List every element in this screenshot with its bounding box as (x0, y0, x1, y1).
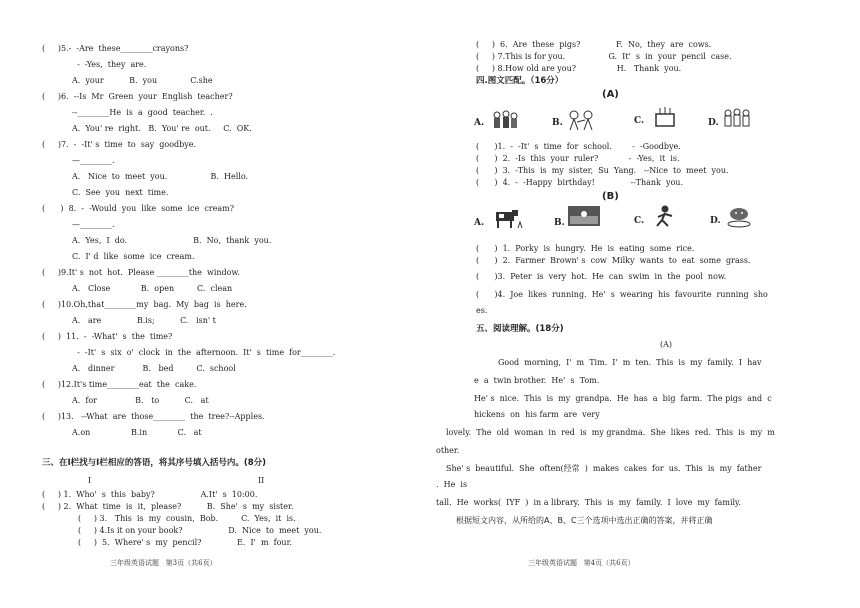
question-line: ( )12.It's time________eat the cake. (42, 380, 197, 389)
question-line: —________. (72, 156, 115, 165)
matching-line: ( ) 5. Where' s my pencil? E. I' m four. (78, 538, 293, 547)
question-line: A. Yes, I do. B. No, thank you. (72, 236, 272, 245)
picture-match-line: es. (476, 306, 488, 315)
left-page-footer: 三年级英语试题 第3页（共6页） (110, 559, 217, 567)
ruler-talk-picture (566, 108, 596, 132)
introducing-sister-picture (722, 106, 752, 130)
picture-match-line: ( ) 2. -Is this your ruler? - -Yes, it is. (476, 154, 680, 163)
picture-match-line: ( )4. Joe likes running. He' s wearing his favourite running sho (476, 290, 768, 299)
question-line: A. You' re right. B. You' re out. C. OK. (72, 124, 252, 133)
question-line: A. are B.is; C. isn' t (72, 316, 216, 325)
question-line: A. Close B. open C. clean (72, 284, 233, 293)
question-line: ( )13. --What are those________ the tree?--Apples. (42, 412, 265, 421)
kids-at-school-picture (490, 108, 520, 132)
reading-line: lovely. The old woman in red is my grandma. She likes red. This is my m (446, 428, 775, 437)
reading-line: other. (436, 446, 460, 455)
question-line: ( ) 8. - -Would you like some ice cream? (42, 204, 235, 213)
question-line: A. dinner B. bed C. school (72, 364, 236, 373)
section-5-title: 五、阅读理解。(18分) (476, 324, 564, 334)
picture-match-line: ( ) 3. -This is my sister, Su Yang. --Nice to meet you. (476, 166, 729, 175)
group-b-option-a: A. (474, 218, 485, 228)
group-a-option-a: A. (474, 118, 485, 128)
question-line: - -Yes, they are. (72, 60, 147, 69)
cow-eating-grass-picture (490, 206, 524, 230)
reading-line: She' s beautiful. She often(经常 ) makes cakes for us. This is my father (446, 464, 762, 473)
question-line: ( )6. --Is Mr Green your English teacher? (42, 92, 233, 101)
question-line: A.on B.in C. at (72, 428, 202, 437)
group-a-option-b: B. (552, 118, 563, 128)
group-a-label: (A) (602, 89, 619, 100)
section-4-title: 四.图文匹配。（16分） (476, 76, 564, 86)
pool-swimming-picture (566, 204, 602, 228)
group-b-option-b: B. (554, 218, 565, 228)
matching-line: ( ) 4.Is it on your book? D. Nice to meet you. (78, 526, 322, 535)
picture-match-line: ( ) 2. Farmer Brown' s cow Milky wants to eat some grass. (476, 256, 751, 265)
reading-line: Good morning, I' m Tim. I' m ten. This is my family. I hav (498, 358, 762, 367)
picture-match-line: ( ) 4. - -Happy birthday! --Thank you. (476, 178, 683, 187)
picture-match-line: ( )3. Peter is very hot. He can swim in the pool now. (476, 272, 727, 281)
matching-line: ( ) 2. What time is it, please? B. She' s my sister. (42, 502, 294, 511)
reading-line: e a twin brother. He' s Tom. (474, 376, 600, 385)
question-line: ( )9.It' s not hot. Please ________the window. (42, 268, 240, 277)
question-line: --________He is a good teacher. . (72, 108, 213, 117)
matching-line: ( ) 8.How old are you? H. Thank you. (476, 64, 682, 73)
column-header-2: II (258, 476, 265, 485)
question-line: ( )10.Oh,that________my bag. My bag is here. (42, 300, 247, 309)
right-page-footer: 三年级英语试题 第4页（共6页） (528, 559, 635, 567)
reading-line: tall. He works( IYF ) in a library. This is my family. I love my family. (436, 498, 742, 507)
picture-match-line: ( )1. - -It' s time for school. - -Goodbye. (476, 142, 681, 151)
question-line: ( )7. - -It' s time to say goodbye. (42, 140, 197, 149)
question-line: A. your B. you C.she (72, 76, 213, 85)
pig-eating-rice-picture (724, 204, 754, 228)
column-header-1: I (88, 476, 92, 485)
question-line: ( ) 11. - -What' s the time? (42, 332, 173, 341)
reading-line: . He is (436, 480, 468, 489)
question-line: —________. (72, 220, 115, 229)
boy-running-picture (650, 204, 680, 228)
group-a-option-d: D. (708, 118, 719, 128)
reading-line: He' s nice. This is my grandpa. He has a big farm. The pigs and c (474, 394, 772, 403)
matching-line: ( ) 7.This is for you. G. It' s in your pencil case. (476, 52, 732, 61)
group-b-option-c: C. (634, 216, 645, 226)
question-line: A. for B. to C. at (72, 396, 209, 405)
birthday-cake-picture (650, 104, 680, 128)
group-b-label: (B) (602, 191, 619, 202)
reading-line: hickens on his farm are very (474, 410, 600, 419)
question-line: A. Nice to meet you. B. Hello. (72, 172, 249, 181)
question-line: C. See you next time. (72, 188, 169, 197)
group-b-option-d: D. (710, 216, 721, 226)
question-line: - -It' s six o' clock in the afternoon. It' s time for________. (72, 348, 336, 357)
question-line: ( )5.- -Are these________crayons? (42, 44, 189, 53)
matching-line: ( ) 3. This is my cousin, Bob. C. Yes, it is. (78, 514, 296, 523)
matching-line: ( ) 6. Are these pigs? F. No, they are cows. (476, 40, 712, 49)
matching-line: ( ) 1. Who' s this baby? A.It' s 10:00. (42, 490, 258, 499)
picture-match-line: ( ) 1. Porky is hungry. He is eating some rice. (476, 244, 695, 253)
question-line: C. I' d like some ice cream. (72, 252, 195, 261)
section-3-title: 三、在Ⅰ栏找与Ⅰ栏相应的答语，将其序号填入括号内。(8分) (42, 458, 267, 468)
reading-instruction: 根据短文内容，从所给的A、B、C三个选项中选出正确的答案，并将正确 (456, 516, 713, 525)
group-a-option-c: C. (634, 116, 645, 126)
reading-passage-label: (A) (660, 340, 673, 349)
